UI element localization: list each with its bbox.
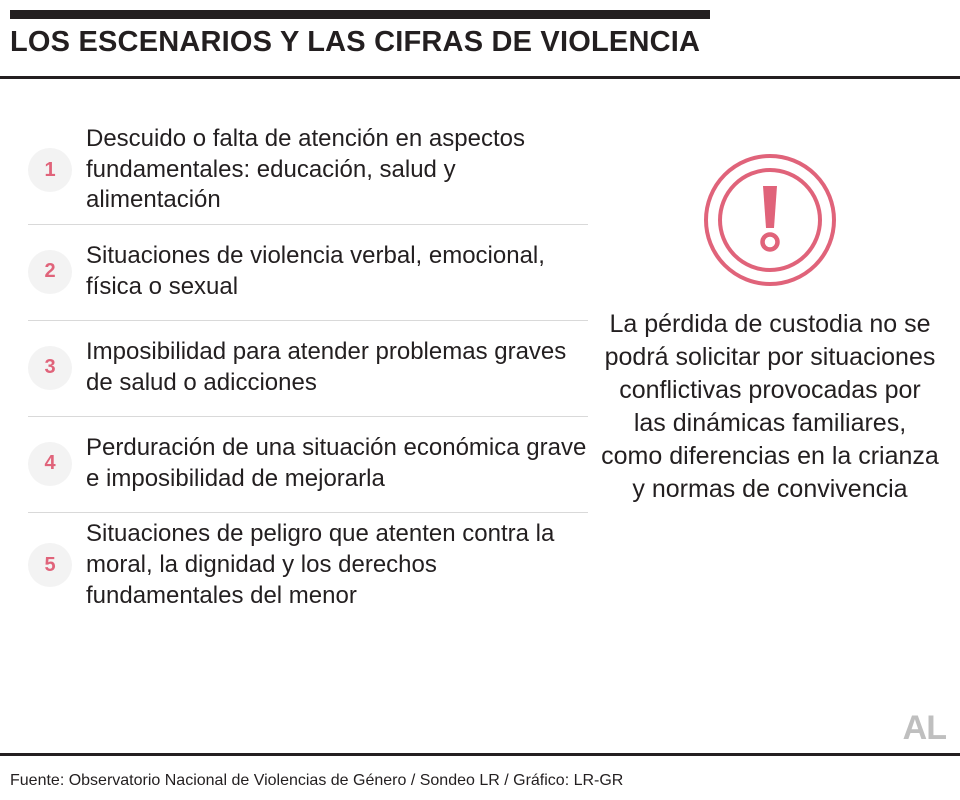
list-item-number-badge: 4 [28,442,72,486]
list-item-number-badge: 1 [28,148,72,192]
list-item [28,320,588,416]
header-divider [0,76,960,79]
list-item-label: Descuido o falta de atención en aspectos fundamentales: educación, salud y alimentación [86,125,525,214]
brand-logo: AL [902,709,946,747]
list-item-number-badge: 2 [28,250,72,294]
source-credit: Fuente: Observatorio Nacional de Violencias de Género / Sondeo LR / Gráfico: LR-GR [10,772,624,789]
top-rule [10,10,710,19]
highlight-text: La pérdida de custodia no se podrá solicitar por situaciones conflictivas provocadas por las dinámicas familiares, como diferencias en la crianza y normas de convivencia [601,310,939,503]
list-item [28,118,588,224]
list-item-number-badge: 3 [28,346,72,390]
scenario-list [28,118,588,619]
highlight-panel [600,150,940,506]
list-item [28,416,588,512]
list-item [28,224,588,320]
list-item-label: Imposibilidad para atender problemas graves de salud o adicciones [86,337,567,396]
list-item [28,512,588,619]
footer-divider [0,753,960,756]
list-item-label: Situaciones de violencia verbal, emocional, física o sexual [86,241,545,300]
list-item-label: Perduración de una situación económica grave e imposibilidad de mejorarla [86,433,587,492]
page-title: LOS ESCENARIOS Y LAS CIFRAS DE VIOLENCIA [10,26,701,58]
list-item-number-badge: 5 [28,543,72,587]
list-item-label: Situaciones de peligro que atenten contra la moral, la dignidad y los derechos fundamentales del menor [86,520,555,609]
alert-exclamation-icon [700,150,840,290]
